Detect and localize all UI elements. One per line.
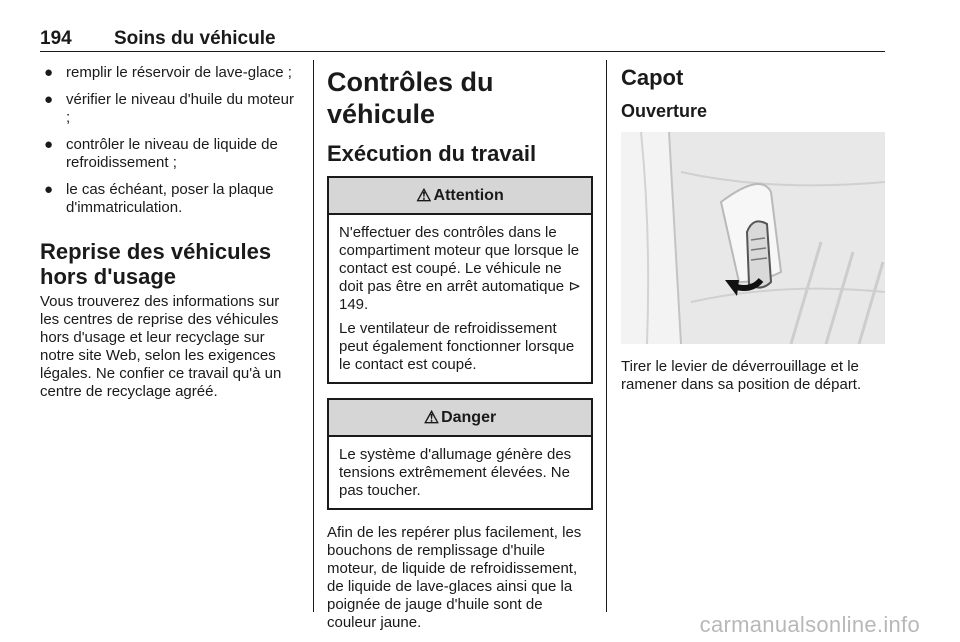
column-divider	[313, 60, 314, 612]
danger-box	[327, 398, 593, 510]
chapter-title: Capot	[621, 65, 684, 90]
page-number: 194	[40, 28, 72, 49]
column-middle	[327, 64, 593, 632]
bullet-icon: ●	[44, 64, 54, 81]
attention-header	[329, 178, 591, 215]
subsection-title: Ouverture	[621, 101, 708, 121]
body-paragraph: Afin de les repérer plus facilement, les bouchons de remplissage d'huile moteur, de liquide de refroidissement, de liquide de lave-glaces ainsi que la poignée de jauge d'huile sont de couleur jaune.	[327, 524, 582, 631]
body-paragraph: Tirer le levier de déverrouillage et le ramener dans sa position de départ.	[621, 358, 862, 393]
danger-header	[329, 400, 591, 437]
body-paragraph: Vous trouverez des informations sur les centres de reprise des véhicules hors d'usage et leur recyclage sur notre site Web, selon les exigences légales. Ne confier ce travail qu'à un centre de recyclage agréé.	[40, 293, 282, 400]
list-item: ● remplir le réservoir de lave-glace ;	[44, 64, 292, 81]
danger-body	[329, 437, 591, 508]
danger-text: Le système d'allumage génère des tensions extrêmement élevées. Ne pas toucher.	[339, 446, 572, 499]
attention-box	[327, 176, 593, 384]
list-item: ● contrôler le niveau de liquide de refroidissement ;	[44, 136, 278, 171]
bullet-icon: ●	[44, 136, 54, 153]
list-item: ● vérifier le niveau d'huile du moteur ;	[44, 91, 294, 126]
chapter-title: Contrôles du véhicule	[327, 67, 494, 129]
attention-label: Attention	[433, 186, 504, 204]
section-heading: Reprise des véhicules hors d'usage	[40, 239, 272, 289]
warning-triangle-icon: ⚠	[416, 185, 432, 205]
bullet-icon: ●	[44, 91, 54, 108]
attention-body	[329, 215, 591, 382]
hood-release-illustration	[621, 132, 885, 344]
list-item: ● le cas échéant, poser la plaque d'immatriculation.	[44, 181, 274, 216]
bullet-icon: ●	[44, 181, 54, 198]
page-reference-arrow-icon: ⊳	[568, 278, 581, 295]
danger-label: Danger	[441, 408, 497, 426]
page-header	[40, 28, 885, 52]
subsection-title: Exécution du travail	[327, 141, 537, 166]
column-right	[621, 64, 887, 394]
column-divider	[606, 60, 607, 612]
watermark: carmanualsonline.info	[699, 612, 920, 637]
column-left	[40, 64, 296, 401]
attention-text: N'effectuer des contrôles dans le compartiment moteur que lorsque le contact est coupé. Le véhicule ne doit pas être en arrêt automatique ⊳ 149.	[339, 224, 581, 313]
bullet-list	[40, 64, 296, 217]
page-reference[interactable]: 149.	[339, 296, 369, 313]
section-title: Soins du véhicule	[114, 28, 276, 49]
attention-text: Le ventilateur de refroidissement peut également fonctionner lorsque le contact est coupé.	[339, 320, 575, 373]
warning-triangle-icon: ⚠	[423, 407, 440, 427]
